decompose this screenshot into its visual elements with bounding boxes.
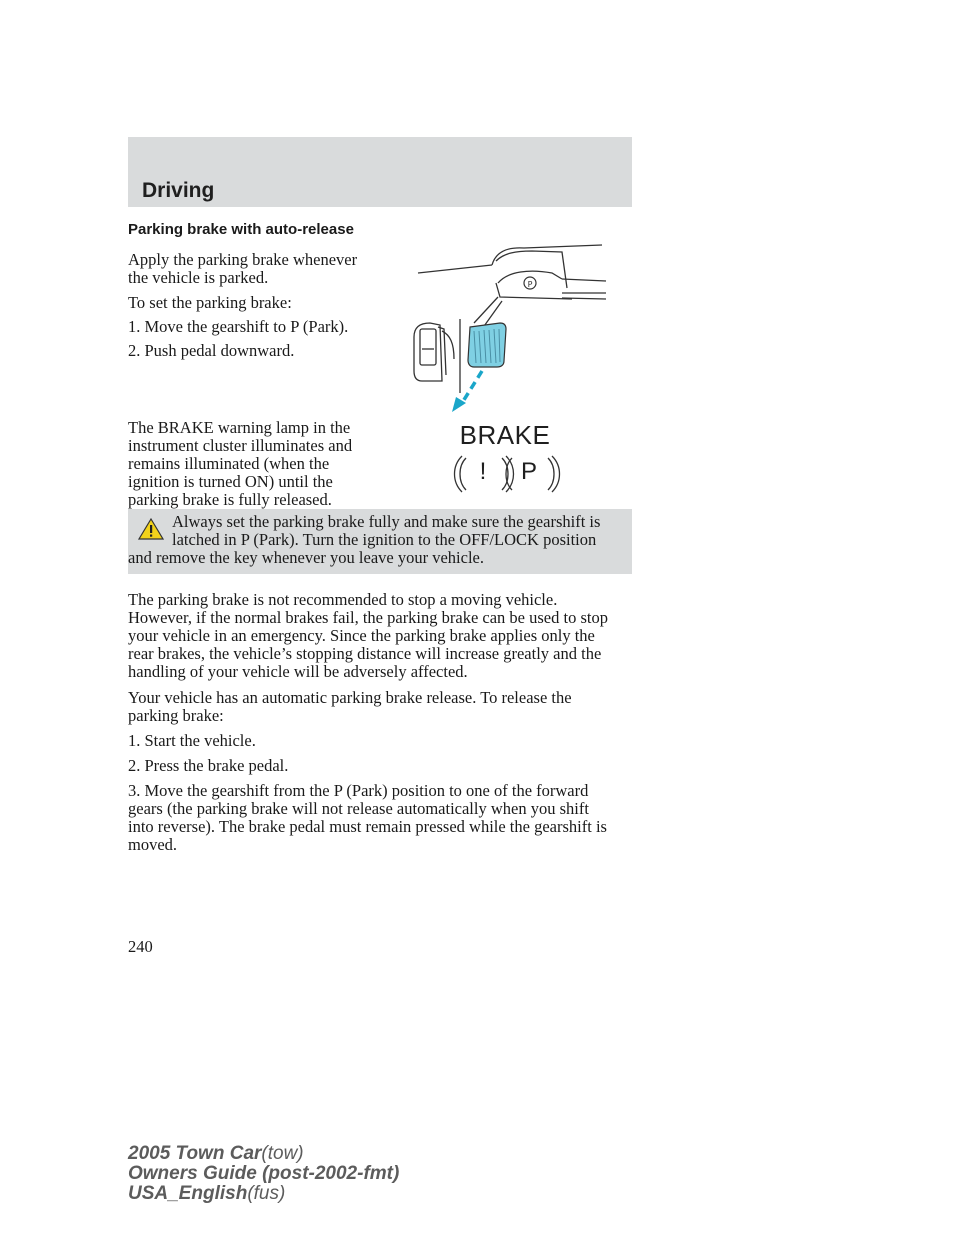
release-step-3: moved. <box>128 835 178 854</box>
body-line: your vehicle in an emergency. Since the parking brake applies only the <box>128 626 595 645</box>
body-line: parking brake: <box>128 706 224 725</box>
brake-lamp-label: BRAKE <box>459 420 551 450</box>
release-step-3: gears (the parking brake will not release automatically when you shift <box>128 799 589 818</box>
release-step-3: 3. Move the gearshift from the P (Park) position to one of the forward <box>128 781 589 800</box>
lamp-paragraph-line: parking brake is fully released. <box>128 490 332 509</box>
set-step-2: 2. Push pedal downward. <box>128 341 295 360</box>
parking-brake-pedal-illustration <box>412 243 608 415</box>
exclamation-icon: ! <box>479 458 487 485</box>
intro-line: Apply the parking brake whenever <box>128 250 358 269</box>
body-line: However, if the normal brakes fail, the parking brake can be used to stop <box>128 608 608 627</box>
lamp-paragraph-line: instrument cluster illuminates and <box>128 436 353 455</box>
document-footer <box>128 1144 399 1204</box>
intro-line: the vehicle is parked. <box>128 268 269 287</box>
section-header-band <box>128 137 632 207</box>
footer-model-code: (tow) <box>261 1143 304 1164</box>
body-line: handling of your vehicle will be adversely affected. <box>128 662 468 681</box>
warning-text <box>128 513 624 567</box>
section-title: Driving <box>142 179 215 202</box>
page-number: 240 <box>128 937 153 956</box>
subsection-heading: Parking brake with auto-release <box>128 221 354 238</box>
park-p-icon: P <box>520 458 537 485</box>
release-step-1: 1. Start the vehicle. <box>128 731 256 750</box>
intro-line: To set the parking brake: <box>128 293 292 312</box>
warning-line: Always set the parking brake fully and make sure the gearshift is <box>172 512 601 531</box>
warning-line: latched in P (Park). Turn the ignition to the OFF/LOCK position <box>172 530 597 549</box>
lamp-paragraph-line: remains illuminated (when the <box>128 454 330 473</box>
footer-locale-code: (fus) <box>247 1183 286 1204</box>
warning-line: and remove the key whenever you leave your vehicle. <box>128 548 484 567</box>
release-step-3: into reverse). The brake pedal must remain pressed while the gearshift is <box>128 817 607 836</box>
brake-warning-lamp-symbol <box>452 420 572 496</box>
release-step-2: 2. Press the brake pedal. <box>128 756 289 775</box>
body-line: Your vehicle has an automatic parking brake release. To release the <box>128 688 572 707</box>
footer-model: 2005 Town Car <box>128 1143 262 1164</box>
footer-locale: USA_English <box>128 1183 248 1204</box>
body-line: The parking brake is not recommended to stop a moving vehicle. <box>128 590 558 609</box>
warning-box <box>128 509 632 574</box>
body-line: rear brakes, the vehicle’s stopping distance will increase greatly and the <box>128 644 602 663</box>
svg-text:P: P <box>527 280 533 289</box>
set-step-1: 1. Move the gearshift to P (Park). <box>128 317 349 336</box>
footer-guide: Owners Guide (post-2002-fmt) <box>128 1163 400 1184</box>
lamp-paragraph-line: ignition is turned ON) until the <box>128 472 333 491</box>
lamp-paragraph-line: The BRAKE warning lamp in the <box>128 418 351 437</box>
